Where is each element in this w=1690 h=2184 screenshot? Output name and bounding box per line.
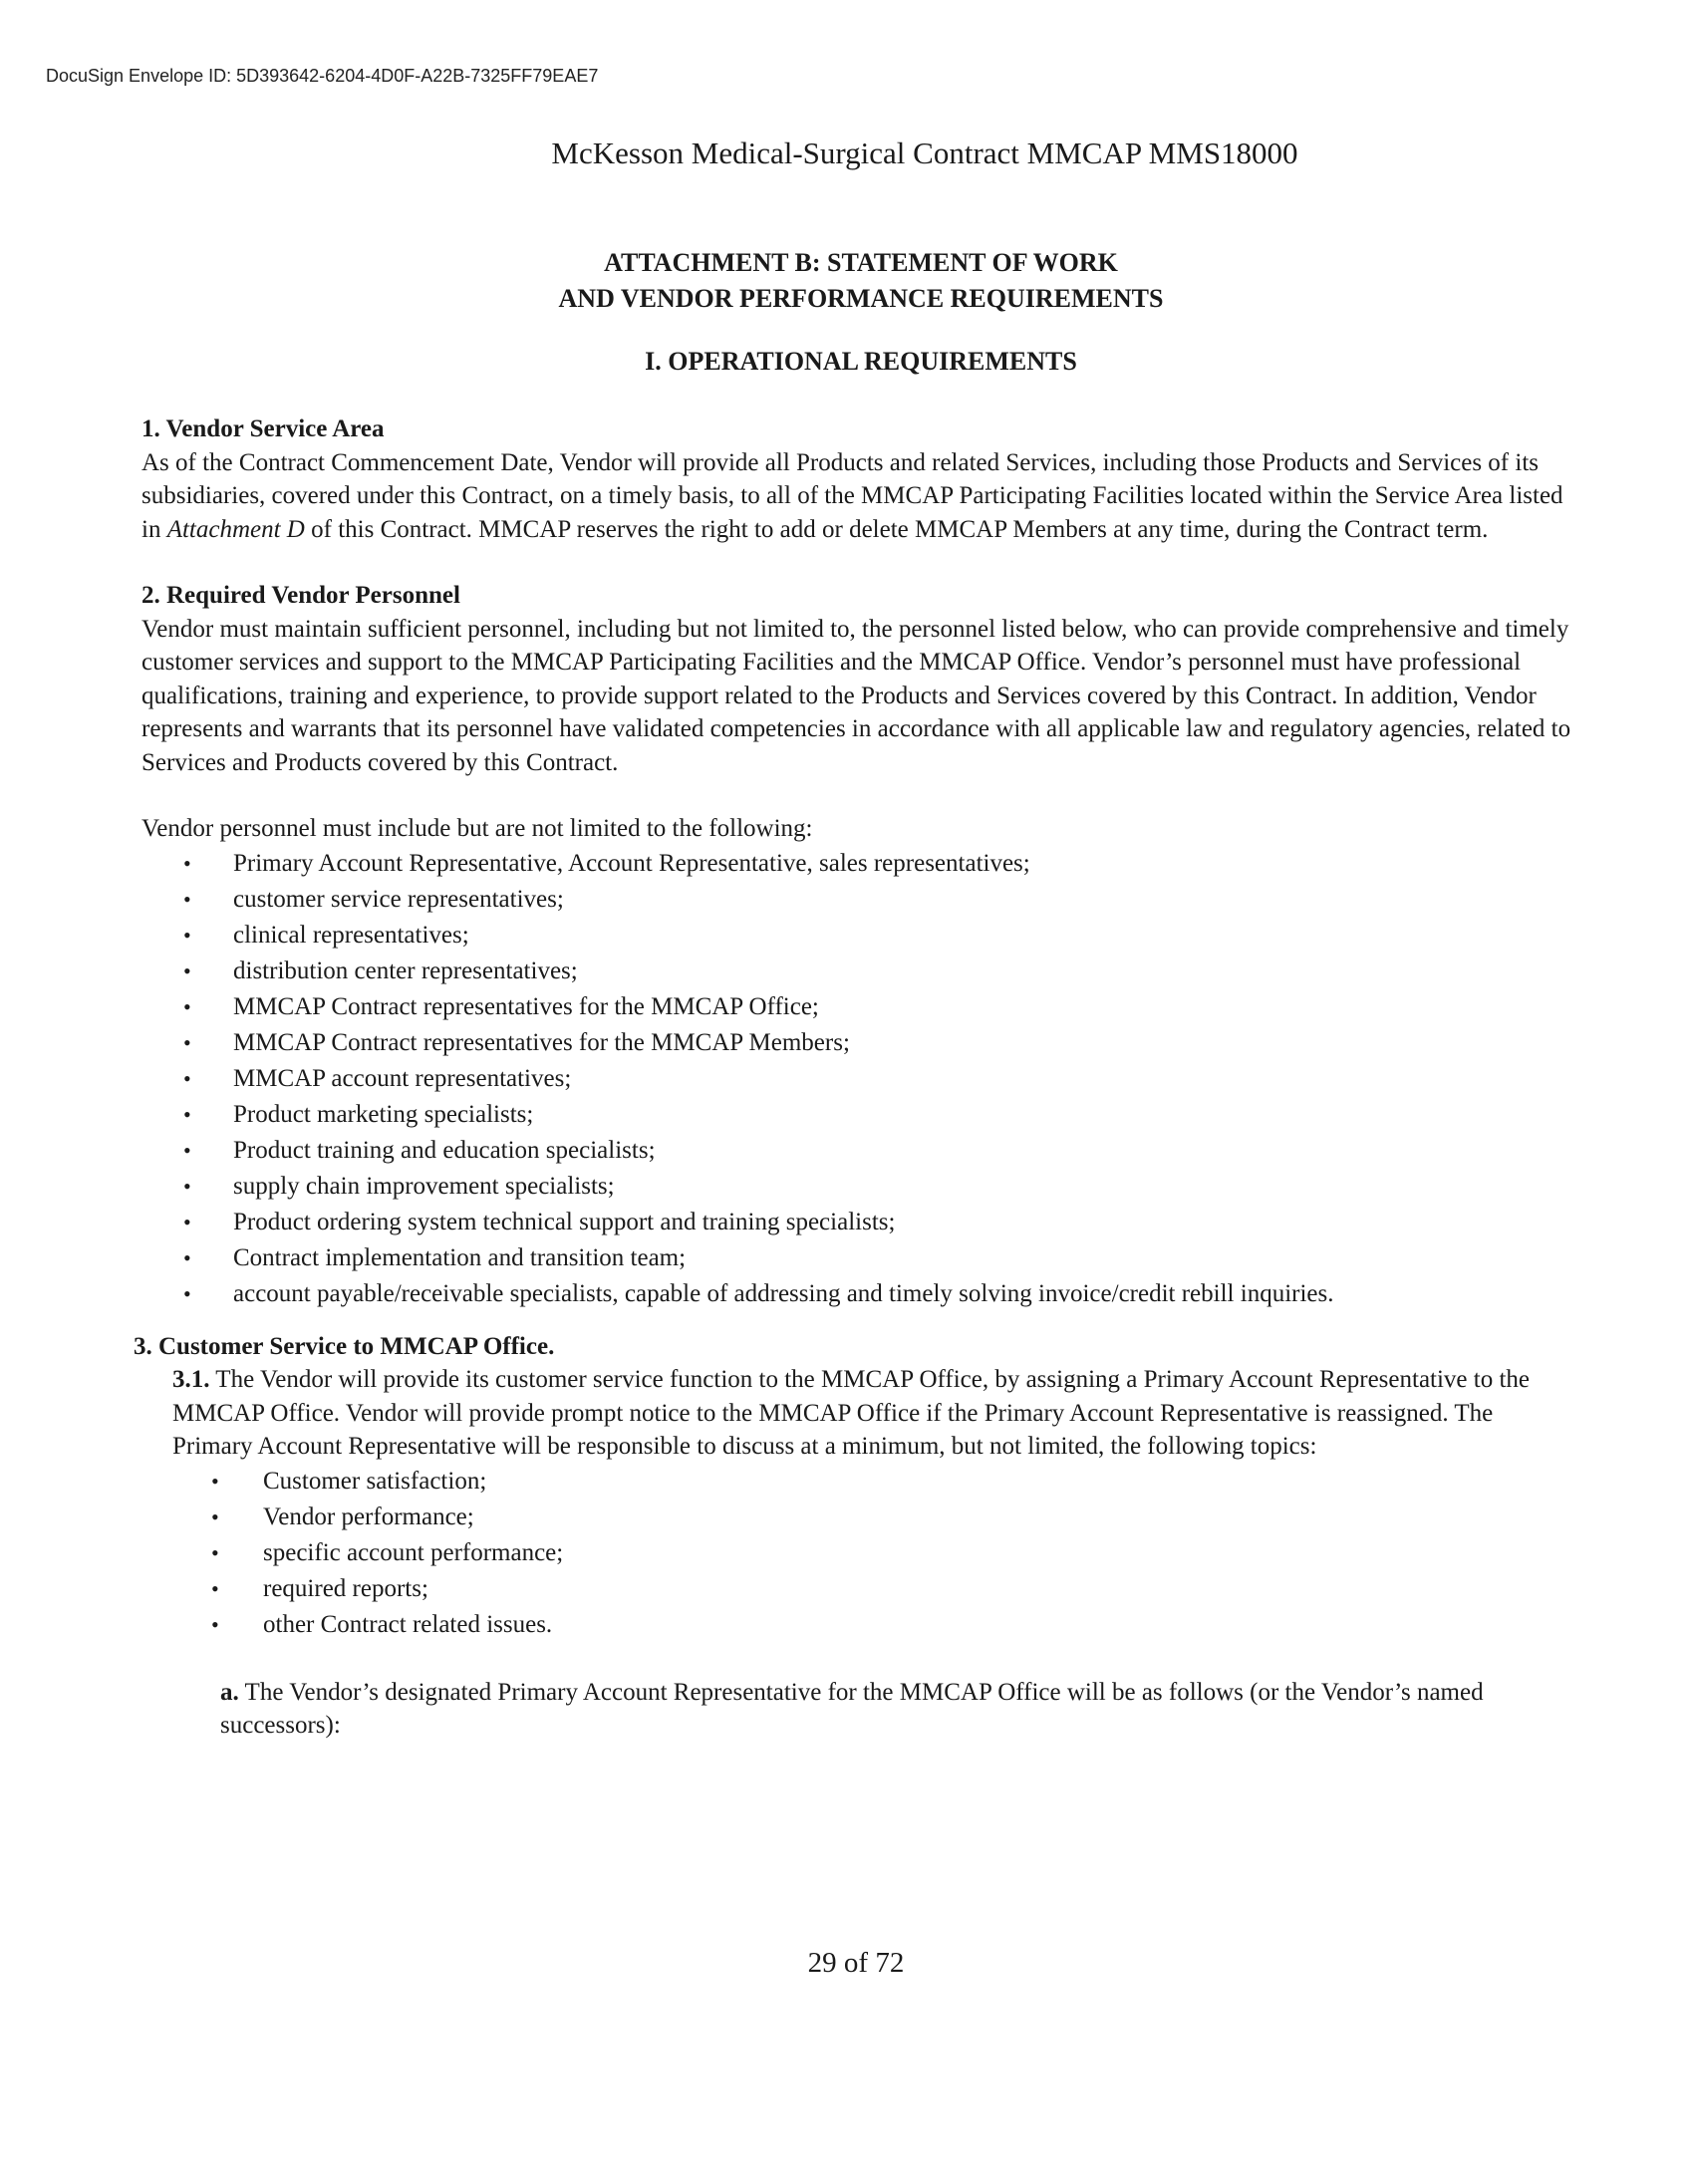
bullet-icon: • [211, 1503, 219, 1529]
list-item [141, 1240, 1576, 1276]
list-item [172, 1607, 1576, 1643]
list-item [141, 882, 1576, 918]
list-item-text: clinical representatives; [233, 921, 469, 949]
bullet-icon: • [211, 1539, 219, 1565]
list-item-text: Product training and education specialists; [233, 1136, 656, 1164]
bullet-icon: • [183, 1280, 191, 1306]
personnel-list [141, 846, 1576, 1312]
section-heading: 3. Customer Service to MMCAP Office. [134, 1332, 555, 1360]
list-item-text: specific account performance; [263, 1538, 564, 1566]
list-item-text: Vendor performance; [263, 1502, 474, 1530]
list-item [141, 1061, 1576, 1097]
list-item [141, 954, 1576, 989]
list-item-text: customer service representatives; [233, 885, 564, 913]
list-item [141, 846, 1576, 882]
list-item [141, 1133, 1576, 1169]
paragraph-text: The Vendor will provide its customer service function to the MMCAP Office, by assigning a Primary Account Representative to the MMCAP Office. Vendor will provide prompt notice to the MMCAP Office if the Primary Account Representative is reassigned. The Primary Account Representative will be responsible to discuss at a minimum, but not limited, the following topics: [172, 1366, 1531, 1460]
attachment-reference: Attachment D [166, 515, 305, 543]
bullet-icon: • [211, 1468, 219, 1494]
list-intro: Vendor personnel must include but are not limited to the following: [141, 815, 813, 842]
list-item-text: Customer satisfaction; [263, 1467, 487, 1495]
list-item [172, 1571, 1576, 1607]
list-item-text: MMCAP Contract representatives for the MMCAP Members; [233, 1028, 850, 1056]
attachment-title-line1: ATTACHMENT B: STATEMENT OF WORK [604, 248, 1118, 277]
list-item [172, 1535, 1576, 1571]
section-required-personnel [141, 579, 1576, 1312]
list-item [141, 918, 1576, 954]
list-item [141, 1205, 1576, 1240]
bullet-icon: • [183, 1065, 191, 1091]
section-paragraph [172, 1363, 1576, 1464]
paragraph-text: As of the Contract Commencement Date, Vendor will provide all Products and related Services, including those Products and Services of its subsidiaries, covered under this Contract, on a timely basis, to all of the MMCAP Participating Facilities located within the Service Area listed in [141, 448, 1563, 543]
list-item-text: Primary Account Representative, Account Representative, sales representatives; [233, 849, 1030, 877]
bullet-icon: • [211, 1611, 219, 1637]
list-item-text: other Contract related issues. [263, 1610, 553, 1638]
docusign-envelope-id: DocuSign Envelope ID: 5D393642-6204-4D0F-A22B-7325FF79EAE7 [46, 66, 599, 86]
bullet-icon: • [183, 1173, 191, 1199]
list-item [172, 1500, 1576, 1535]
bullet-icon: • [183, 1029, 191, 1055]
section-heading: 1. Vendor Service Area [141, 415, 385, 442]
clause-a [220, 1676, 1576, 1743]
list-item-text: required reports; [263, 1574, 428, 1602]
list-item-text: account payable/receivable specialists, capable of addressing and timely solving invoice/credit rebill inquiries. [233, 1279, 1334, 1307]
section-paragraph: Vendor must maintain sufficient personnel, including but not limited to, the personnel listed below, who can provide comprehensive and timely customer services and support to the MMCAP Participating Facilities and the MMCAP Office. Vendor’s personnel must have professional qualifications, training and experience, to provide support related to the Products and Services covered by this Contract. In addition, Vendor represents and warrants that its personnel have validated competencies in accordance with all applicable law and regulatory agencies, related to Services and Products covered by this Contract. [141, 615, 1571, 776]
attachment-title [0, 245, 1690, 317]
bullet-icon: • [183, 1101, 191, 1127]
bullet-icon: • [183, 922, 191, 948]
list-item [141, 1097, 1576, 1133]
section-heading: 2. Required Vendor Personnel [141, 582, 460, 609]
bullet-icon: • [183, 993, 191, 1019]
subsection-number: 3.1. [172, 1366, 210, 1393]
list-item-text: Product marketing specialists; [233, 1100, 534, 1128]
list-item [141, 989, 1576, 1025]
list-item [141, 1025, 1576, 1061]
list-item [141, 1276, 1576, 1312]
list-item-text: MMCAP Contract representatives for the MMCAP Office; [233, 992, 819, 1020]
bullet-icon: • [183, 1244, 191, 1270]
bullet-icon: • [183, 1137, 191, 1163]
section-customer-service [134, 1330, 1576, 1743]
subsection-3-1 [172, 1363, 1576, 1743]
bullet-icon: • [183, 886, 191, 912]
bullet-icon: • [211, 1575, 219, 1601]
clause-label: a. [220, 1678, 239, 1706]
list-item [172, 1464, 1576, 1500]
list-item [141, 1169, 1576, 1205]
section-vendor-service-area [141, 412, 1576, 546]
bullet-icon: • [183, 957, 191, 983]
list-item-text: Contract implementation and transition team; [233, 1243, 687, 1271]
list-item-text: distribution center representatives; [233, 956, 578, 984]
list-item-text: Product ordering system technical support and training specialists; [233, 1208, 896, 1235]
paragraph-text: The Vendor’s designated Primary Account Representative for the MMCAP Office will be as follows (or the Vendor’s named successors): [220, 1678, 1484, 1739]
list-item-text: supply chain improvement specialists; [233, 1172, 615, 1200]
attachment-title-line2: AND VENDOR PERFORMANCE REQUIREMENTS [558, 284, 1164, 313]
document-body [134, 412, 1576, 1743]
paragraph-text: of this Contract. MMCAP reserves the right to add or delete MMCAP Members at any time, during the Contract term. [304, 515, 1489, 543]
list-item-text: MMCAP account representatives; [233, 1064, 572, 1092]
bullet-icon: • [183, 1209, 191, 1234]
part-title: I. OPERATIONAL REQUIREMENTS [645, 347, 1077, 376]
page-number: 29 of 72 [807, 1947, 905, 1979]
topics-list [172, 1464, 1576, 1643]
bullet-icon: • [183, 850, 191, 876]
section-paragraph [141, 446, 1576, 547]
contract-title: McKesson Medical-Surgical Contract MMCAP MMS18000 [551, 136, 1298, 170]
